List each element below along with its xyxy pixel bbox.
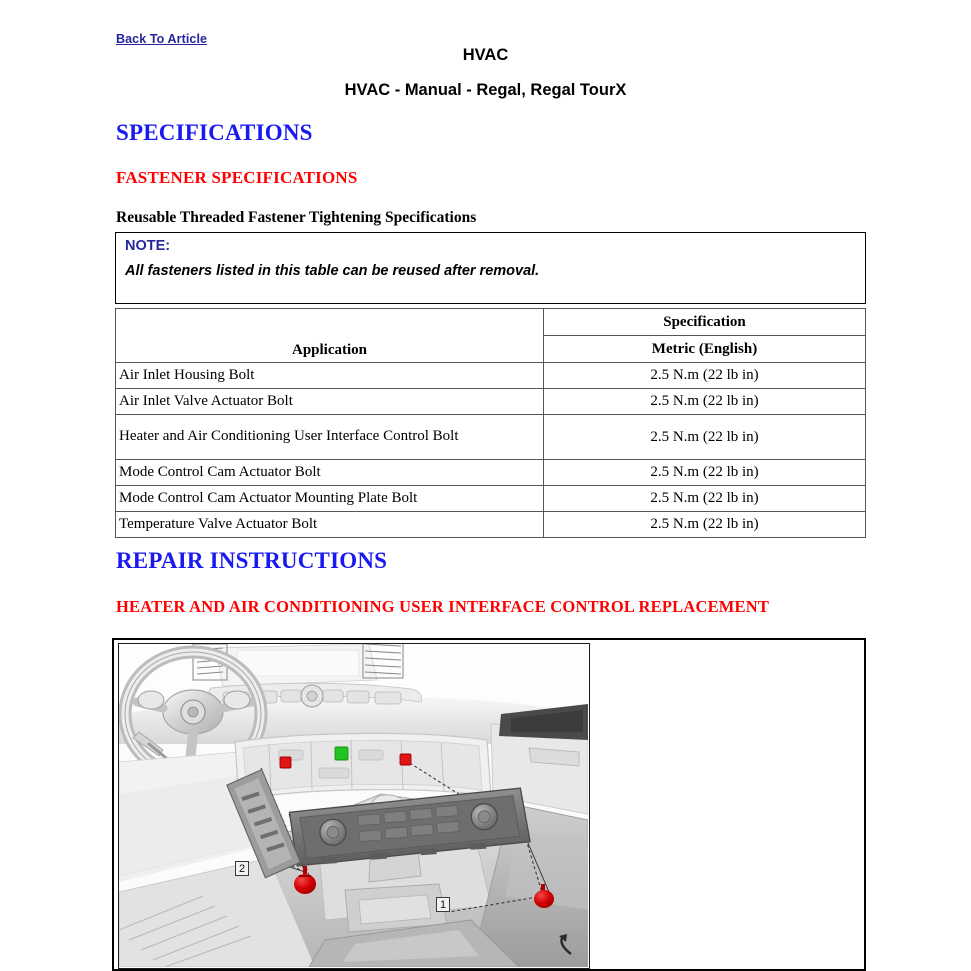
- red-fastener-marker-left: [280, 757, 291, 768]
- vehicle-interior-illustration: [118, 643, 590, 969]
- table-row: [116, 460, 866, 486]
- cell-value: 2.5 N.m (22 lb in): [544, 363, 866, 389]
- header-specification: Specification: [544, 309, 866, 336]
- fastener-specifications-table: [115, 308, 866, 538]
- page-title: HVAC: [462, 46, 509, 64]
- callout-2: 2: [235, 861, 249, 876]
- header-application: Application: [116, 309, 544, 363]
- cell-value: 2.5 N.m (22 lb in): [544, 460, 866, 486]
- heater-replacement-heading: HEATER AND AIR CONDITIONING USER INTERFACE CONTROL REPLACEMENT: [116, 597, 770, 616]
- header-metric-english: Metric (English): [544, 336, 866, 363]
- table-header-row-1: [116, 309, 866, 336]
- page-subtitle: HVAC - Manual - Regal, Regal TourX: [344, 81, 627, 99]
- interior-diagram-icon: [119, 644, 588, 967]
- table-row: [116, 486, 866, 512]
- green-retainer-marker: [335, 747, 348, 760]
- table-row: [116, 363, 866, 389]
- reusable-fastener-subheading: Reusable Threaded Fastener Tightening Specifications: [116, 209, 477, 226]
- cell-application: Air Inlet Valve Actuator Bolt: [116, 389, 544, 415]
- cell-application: Mode Control Cam Actuator Mounting Plate Bolt: [116, 486, 544, 512]
- cell-value: 2.5 N.m (22 lb in): [544, 486, 866, 512]
- cell-application: Air Inlet Housing Bolt: [116, 363, 544, 389]
- cell-application: Mode Control Cam Actuator Bolt: [116, 460, 544, 486]
- cell-value: 2.5 N.m (22 lb in): [544, 415, 866, 460]
- callout-1: 1: [436, 897, 450, 912]
- repair-instructions-heading: REPAIR INSTRUCTIONS: [116, 548, 388, 573]
- back-to-article-link[interactable]: Back To Article: [116, 32, 208, 46]
- table-row: [116, 415, 866, 460]
- red-fastener-marker-right: [400, 754, 411, 765]
- note-label: NOTE:: [125, 238, 171, 254]
- specifications-heading: SPECIFICATIONS: [116, 120, 313, 145]
- cell-application: Heater and Air Conditioning User Interface Control Bolt: [116, 415, 544, 460]
- fastener-specifications-heading: FASTENER SPECIFICATIONS: [116, 168, 358, 187]
- cell-application: Temperature Valve Actuator Bolt: [116, 512, 544, 538]
- table-row: [116, 389, 866, 415]
- illustration-frame: [112, 638, 866, 971]
- note-text: All fasteners listed in this table can be reused after removal.: [125, 263, 540, 279]
- table-row: [116, 512, 866, 538]
- cell-value: 2.5 N.m (22 lb in): [544, 512, 866, 538]
- cell-value: 2.5 N.m (22 lb in): [544, 389, 866, 415]
- note-box: [115, 232, 866, 304]
